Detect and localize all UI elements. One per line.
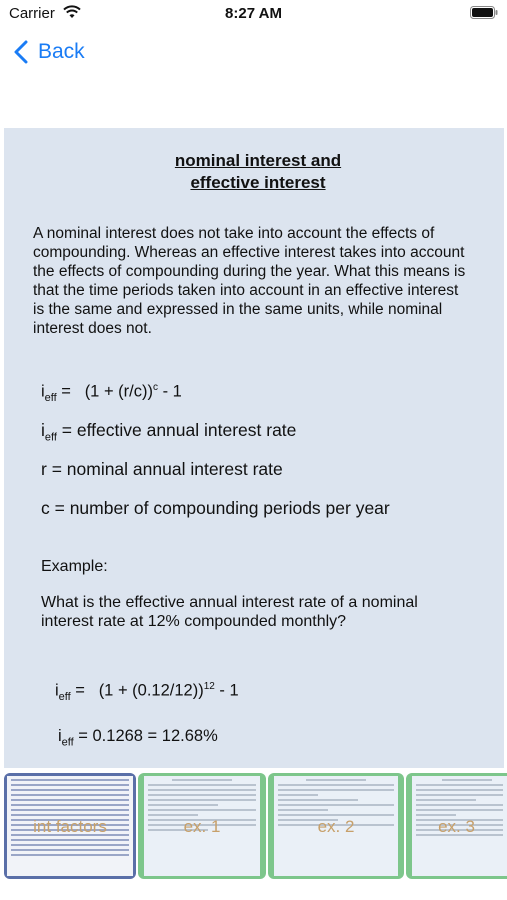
thumbnail-ex-2[interactable] [268, 773, 404, 879]
back-button[interactable] [14, 36, 85, 68]
clock: 8:27 AM [225, 5, 282, 22]
carrier-label: Carrier [9, 5, 55, 22]
back-label: Back [38, 40, 85, 63]
calculation-step-1: $i_{eff} = (1 + (0.12/12))^{12} - 1$ [55, 681, 239, 703]
calculation-step-2: $i_{eff} = 0.1268 = 12.68\%$ [58, 727, 218, 749]
definition-c: c = number of compounding periods per year [41, 498, 390, 518]
thumbnail-ex-1[interactable] [138, 773, 266, 879]
formula-line: $i_{eff} = (1 + (r/c))^c - 1$ [41, 382, 182, 404]
status-bar [0, 0, 507, 28]
chevron-left-icon [14, 40, 28, 64]
example-question: What is the effective annual interest rate of a nominal interest rate at 12% compounded monthly? [41, 594, 418, 630]
thumbnail-strip[interactable] [0, 770, 507, 882]
thumbnail-label: ex. 3 [438, 817, 475, 836]
thumbnail-int-factors[interactable] [4, 773, 136, 879]
thumbnail-label: ex. 2 [317, 817, 355, 836]
example-label: Example: [41, 558, 108, 575]
page-title: nominal interest and effective interest [174, 151, 342, 192]
thumbnail-label: ex. 1 [183, 817, 221, 836]
thumbnail-ex-3[interactable] [406, 773, 507, 879]
definition-r: r = nominal annual interest rate [41, 459, 283, 479]
thumbnail-label: int factors [33, 817, 107, 836]
definition-ieff: $i_{eff}$ = effective annual interest rate [41, 420, 297, 444]
intro-paragraph: A nominal interest does not take into account the effects of compounding. Whereas an effective interest takes into account the effects of compounding during the year. What this means is that the time periods taken into account in an effective interest is the same and expressed in the same units, while nominal interest does not. [33, 225, 466, 337]
battery-icon [470, 6, 498, 19]
